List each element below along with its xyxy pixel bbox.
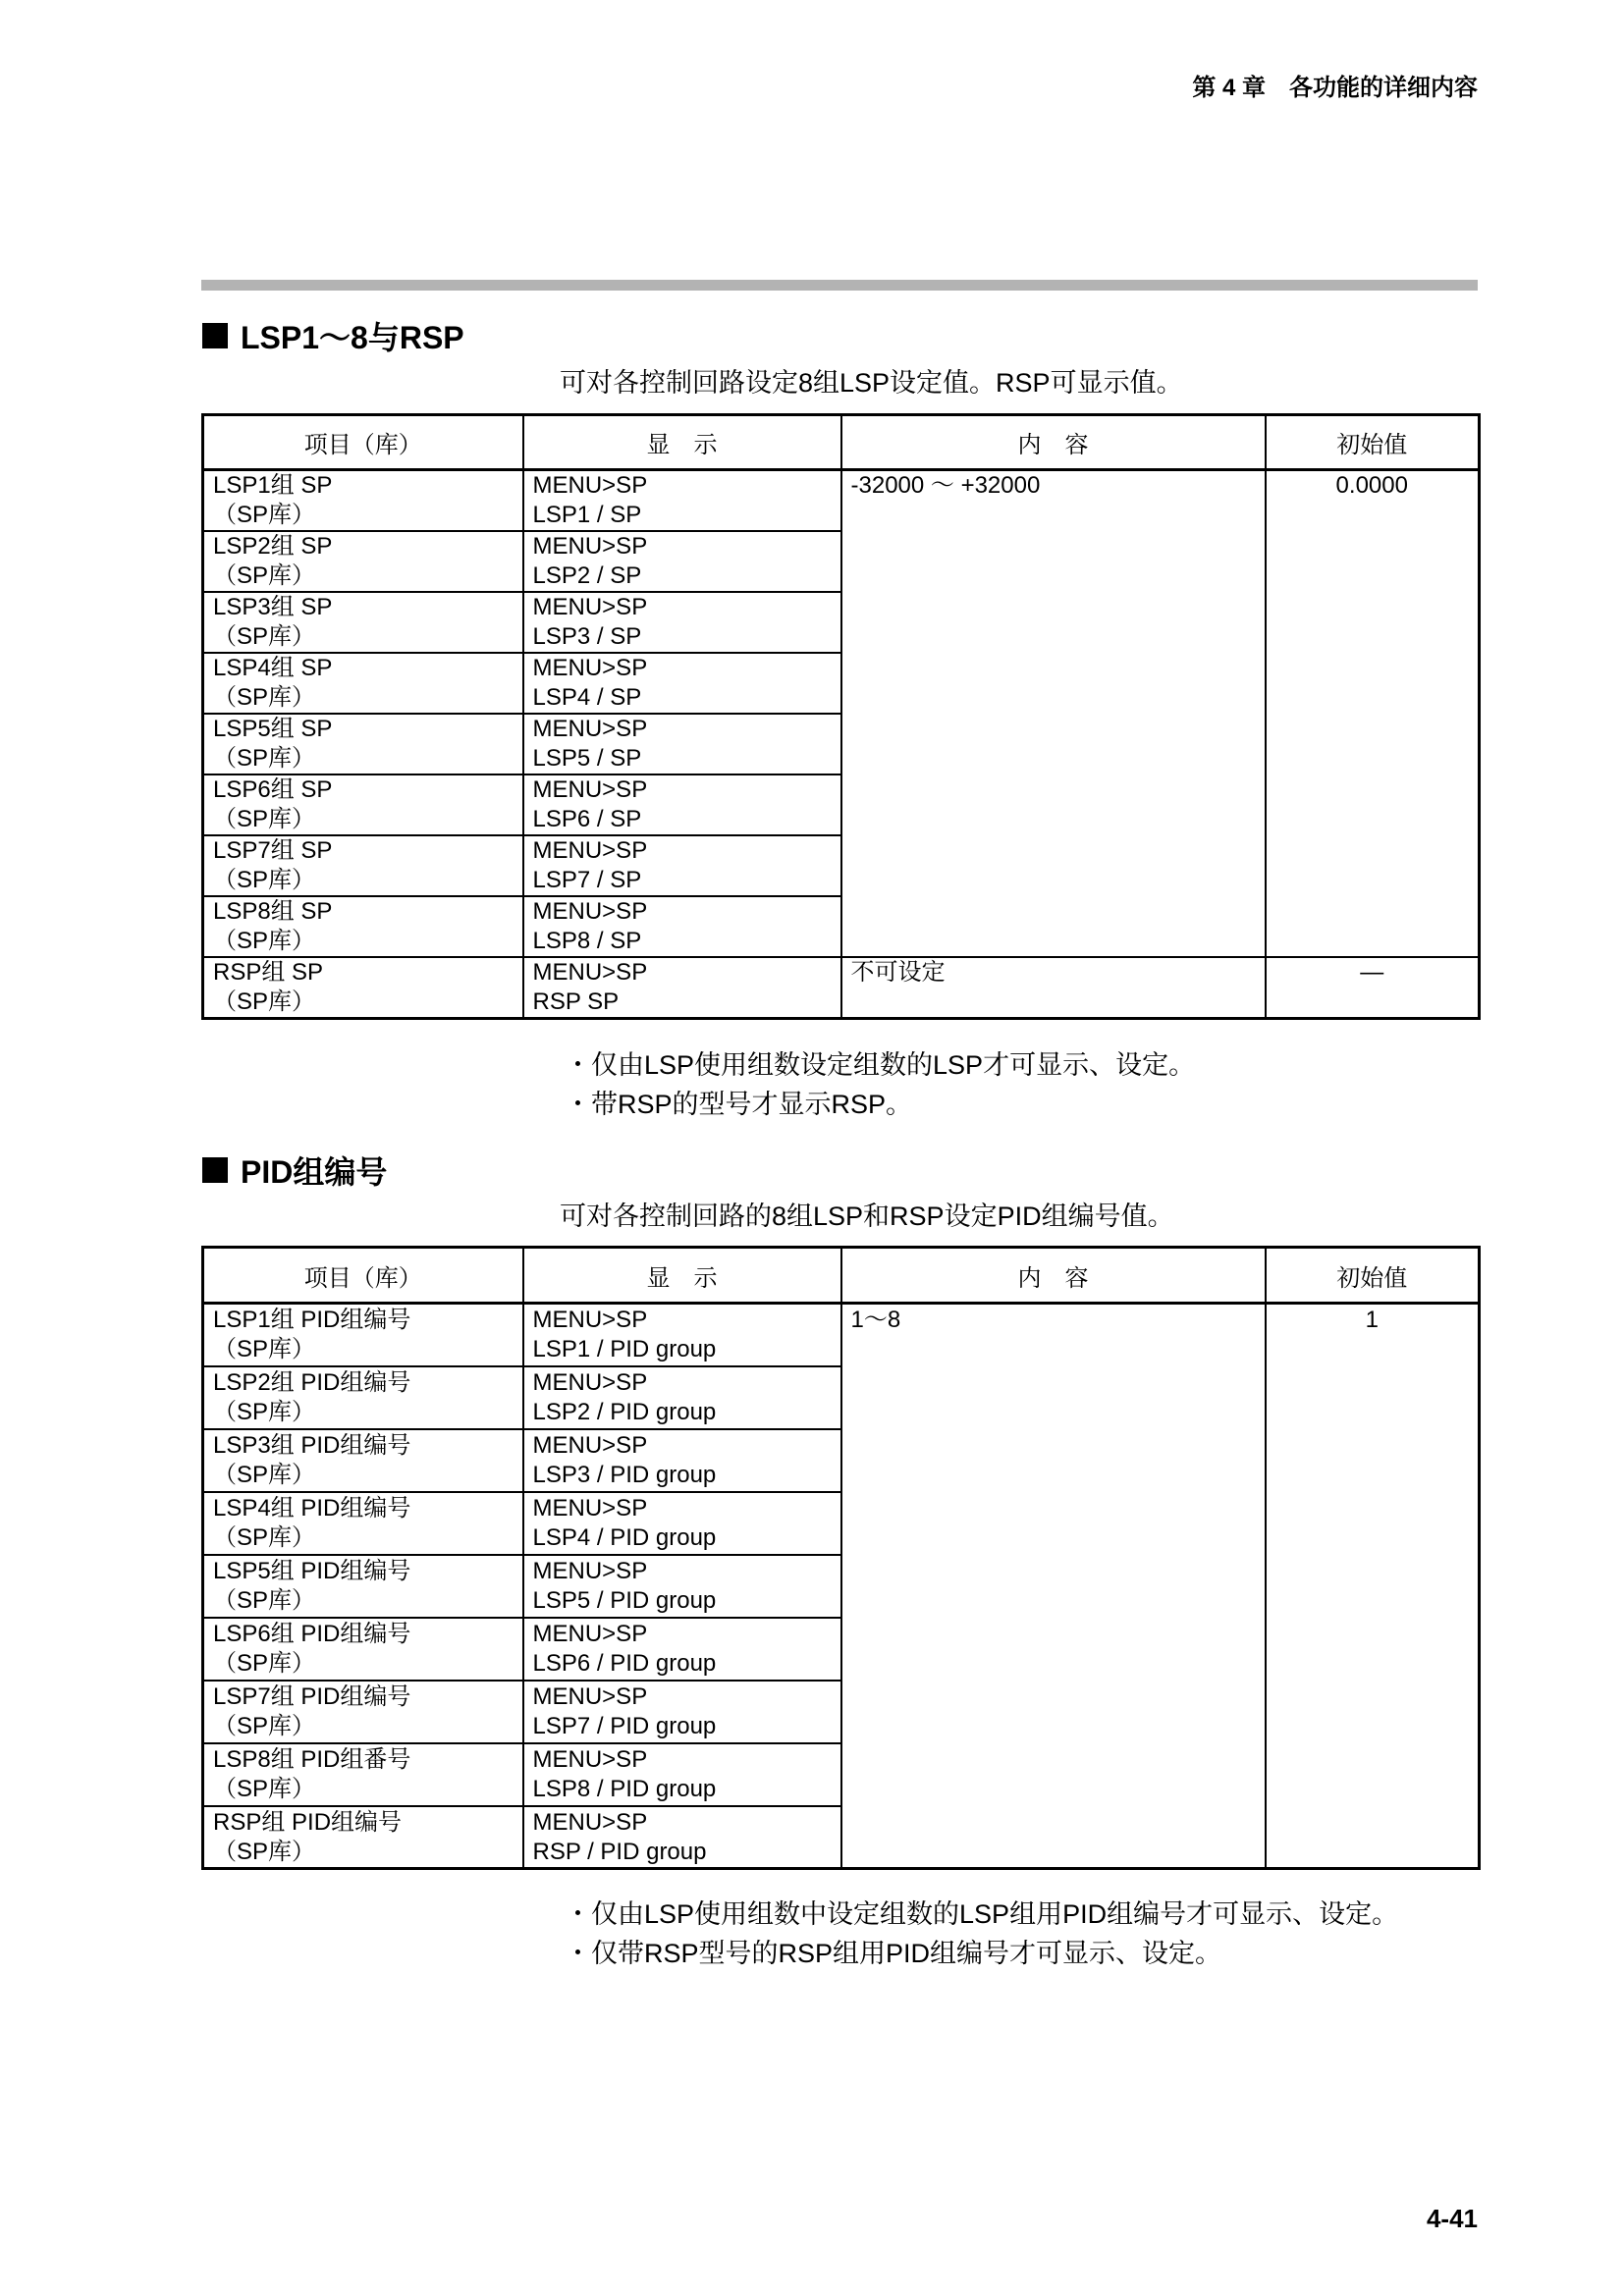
display-cell [523, 1492, 841, 1555]
item-name: LSP4组 SP [213, 655, 333, 681]
table-row [203, 957, 1480, 1019]
item-cell [203, 835, 523, 896]
section-description: 可对各控制回路设定8组LSP设定值。RSP可显示值。 [560, 368, 1183, 398]
content-cell: 不可设定 [841, 957, 1266, 1019]
menu-path: MENU>SP [532, 716, 648, 742]
menu-path: MENU>SP [532, 1431, 648, 1459]
display-cell [523, 714, 841, 774]
item-name: LSP6组 SP [213, 776, 333, 803]
item-cell [203, 592, 523, 653]
display-name: LSP3 / PID group [532, 1461, 717, 1488]
item-name: LSP5组 PID组编号 [213, 1557, 411, 1584]
item-cell [203, 1743, 523, 1806]
lsp-setpoint-table [201, 413, 1481, 1020]
column-header-content: 内 容 [841, 1248, 1266, 1304]
item-name: RSP组 PID组编号 [213, 1808, 403, 1836]
table-row [203, 1304, 1480, 1366]
menu-path: MENU>SP [532, 1307, 648, 1333]
note-line: ・仅带RSP型号的RSP组用PID组编号才可显示、设定。 [565, 1939, 1222, 1968]
page-number: 4-41 [1426, 2204, 1478, 2233]
item-name: LSP4组 PID组编号 [213, 1494, 411, 1522]
table-row [203, 470, 1480, 532]
column-header-initial: 初始值 [1266, 1248, 1480, 1304]
display-cell [523, 470, 841, 532]
item-bank: （SP库） [213, 1336, 316, 1362]
item-cell [203, 470, 523, 532]
menu-path: MENU>SP [532, 472, 648, 499]
section-title [202, 1150, 387, 1190]
item-cell [203, 1681, 523, 1743]
display-cell [523, 1681, 841, 1743]
display-cell [523, 1806, 841, 1869]
display-cell [523, 653, 841, 714]
menu-path: MENU>SP [532, 959, 648, 986]
item-cell [203, 1492, 523, 1555]
item-cell [203, 531, 523, 592]
menu-path: MENU>SP [532, 1620, 648, 1647]
display-name: LSP4 / SP [532, 684, 642, 711]
item-bank: （SP库） [213, 502, 316, 528]
item-name: LSP8组 PID组番号 [213, 1745, 411, 1773]
item-bank: （SP库） [213, 562, 316, 589]
display-name: LSP8 / SP [532, 928, 642, 954]
note-line: ・带RSP的型号才显示RSP。 [565, 1090, 913, 1119]
display-name: LSP7 / SP [532, 867, 642, 893]
item-bank: （SP库） [213, 1523, 316, 1551]
display-name: LSP5 / SP [532, 745, 642, 772]
item-name: LSP2组 SP [213, 533, 333, 560]
item-name: LSP3组 SP [213, 594, 333, 620]
item-cell [203, 714, 523, 774]
item-bank: （SP库） [213, 928, 316, 954]
item-cell [203, 653, 523, 714]
display-cell [523, 896, 841, 957]
menu-path: MENU>SP [532, 1557, 648, 1584]
display-cell [523, 1618, 841, 1681]
item-bank: （SP库） [213, 1398, 316, 1425]
item-bank: （SP库） [213, 1838, 316, 1865]
content-cell: -32000 ～ +32000 [841, 470, 1266, 958]
content-cell: 1～8 [841, 1304, 1266, 1869]
display-name: LSP6 / PID group [532, 1649, 717, 1677]
display-cell [523, 1743, 841, 1806]
display-cell [523, 1555, 841, 1618]
note-line: ・仅由LSP使用组数设定组数的LSP才可显示、设定。 [565, 1050, 1196, 1080]
display-cell [523, 1429, 841, 1492]
display-cell [523, 774, 841, 835]
column-header-content: 内 容 [841, 415, 1266, 470]
table-header-row [203, 415, 1480, 470]
item-bank: （SP库） [213, 1712, 316, 1739]
item-name: LSP2组 PID组编号 [213, 1368, 411, 1396]
section-title-text: LSP1～8与RSP [241, 320, 464, 355]
display-cell [523, 835, 841, 896]
display-name: LSP8 / PID group [532, 1775, 717, 1802]
chapter-label: 第 4 章 [1192, 75, 1266, 101]
display-name: RSP SP [532, 988, 620, 1015]
item-name: RSP组 SP [213, 959, 324, 986]
item-name: LSP3组 PID组编号 [213, 1431, 411, 1459]
item-bank: （SP库） [213, 684, 316, 711]
display-cell [523, 592, 841, 653]
item-cell [203, 1304, 523, 1366]
item-name: LSP1组 SP [213, 472, 333, 499]
section-description: 可对各控制回路的8组LSP和RSP设定PID组编号值。 [560, 1201, 1174, 1231]
menu-path: MENU>SP [532, 1368, 648, 1396]
item-bank: （SP库） [213, 623, 316, 650]
display-name: LSP2 / SP [532, 562, 642, 589]
item-bank: （SP库） [213, 806, 316, 832]
item-cell [203, 1806, 523, 1869]
menu-path: MENU>SP [532, 533, 648, 560]
menu-path: MENU>SP [532, 776, 648, 803]
display-name: LSP2 / PID group [532, 1398, 717, 1425]
initial-value-cell: 1 [1266, 1304, 1480, 1869]
display-cell [523, 957, 841, 1019]
display-cell [523, 1366, 841, 1429]
item-bank: （SP库） [213, 1775, 316, 1802]
section-title [202, 316, 464, 355]
item-cell [203, 1618, 523, 1681]
item-name: LSP5组 SP [213, 716, 333, 742]
item-name: LSP6组 PID组编号 [213, 1620, 411, 1647]
column-header-display: 显 示 [523, 1248, 841, 1304]
initial-value-cell: 0.0000 [1266, 470, 1480, 958]
notes [565, 1895, 1398, 1973]
pid-group-table [201, 1246, 1481, 1870]
item-bank: （SP库） [213, 867, 316, 893]
black-square-icon [202, 1157, 228, 1183]
display-cell [523, 531, 841, 592]
item-bank: （SP库） [213, 1461, 316, 1488]
menu-path: MENU>SP [532, 898, 648, 925]
item-bank: （SP库） [213, 988, 316, 1015]
column-header-display: 显 示 [523, 415, 841, 470]
column-header-item: 项目（库） [203, 415, 523, 470]
item-bank: （SP库） [213, 1586, 316, 1614]
display-name: RSP / PID group [532, 1838, 707, 1865]
item-cell [203, 1429, 523, 1492]
menu-path: MENU>SP [532, 655, 648, 681]
initial-value-cell: — [1266, 957, 1480, 1019]
display-name: LSP1 / PID group [532, 1336, 717, 1362]
column-header-initial: 初始值 [1266, 415, 1480, 470]
item-cell [203, 774, 523, 835]
display-name: LSP7 / PID group [532, 1712, 717, 1739]
page-header [1192, 74, 1478, 103]
note-line: ・仅由LSP使用组数中设定组数的LSP组用PID组编号才可显示、设定。 [565, 1899, 1399, 1929]
display-name: LSP3 / SP [532, 623, 642, 650]
menu-path: MENU>SP [532, 837, 648, 864]
item-cell [203, 896, 523, 957]
item-bank: （SP库） [213, 1649, 316, 1677]
display-name: LSP5 / PID group [532, 1586, 717, 1614]
menu-path: MENU>SP [532, 1745, 648, 1773]
item-name: LSP7组 PID组编号 [213, 1682, 411, 1710]
display-cell [523, 1304, 841, 1366]
section-divider-rule [201, 280, 1478, 291]
black-square-icon [202, 323, 228, 348]
item-bank: （SP库） [213, 745, 316, 772]
item-name: LSP7组 SP [213, 837, 333, 864]
table-header-row [203, 1248, 1480, 1304]
item-name: LSP1组 PID组编号 [213, 1307, 411, 1333]
menu-path: MENU>SP [532, 1682, 648, 1710]
menu-path: MENU>SP [532, 1808, 648, 1836]
display-name: LSP4 / PID group [532, 1523, 717, 1551]
menu-path: MENU>SP [532, 1494, 648, 1522]
menu-path: MENU>SP [532, 594, 648, 620]
display-name: LSP1 / SP [532, 502, 642, 528]
chapter-title: 各功能的详细内容 [1289, 75, 1478, 101]
section-title-text: PID组编号 [241, 1154, 388, 1190]
display-name: LSP6 / SP [532, 806, 642, 832]
item-cell [203, 957, 523, 1019]
item-name: LSP8组 SP [213, 898, 333, 925]
notes [565, 1045, 1195, 1124]
item-cell [203, 1555, 523, 1618]
item-cell [203, 1366, 523, 1429]
column-header-item: 项目（库） [203, 1248, 523, 1304]
